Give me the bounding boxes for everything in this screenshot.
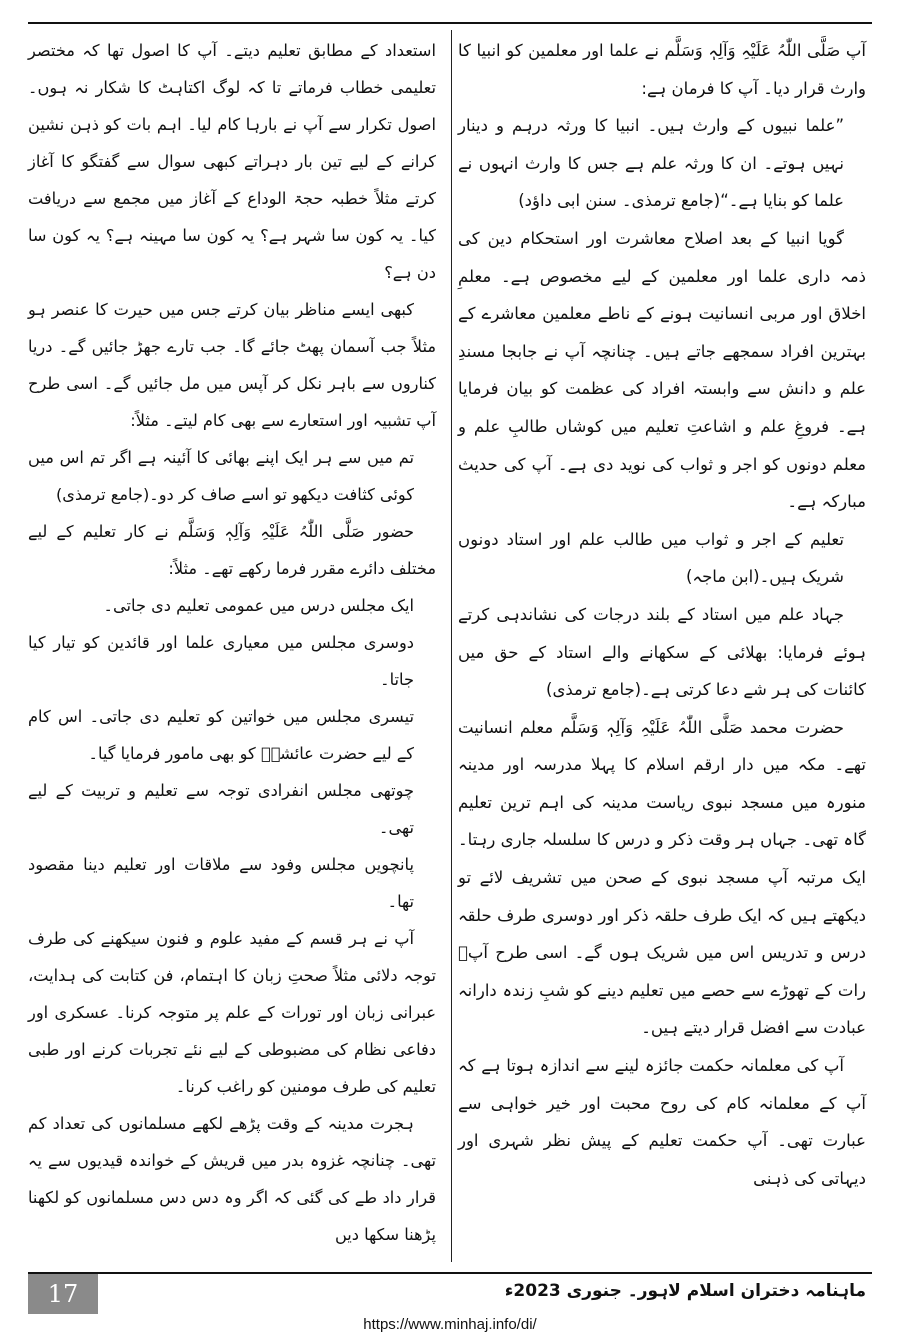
top-rule xyxy=(28,22,872,24)
paragraph: آپ کی معلمانہ حکمت جائزہ لینے سے اندازہ ہوتا ہے کہ آپ کے معلمانہ کام کی روح محبت اور خیر خواہی سے عبارت تھی۔ آپ حکمت تعلیم کے پیش نظر شہری اور دیہاتی کی ذہنی xyxy=(458,1056,866,1188)
left-text-column xyxy=(28,32,436,1253)
paragraph: تیسری مجلس میں خواتین کو تعلیم دی جاتی۔ اس کام کے لیے حضرت عائشہؓ کو بھی مامور فرمایا گیا۔ xyxy=(28,707,414,763)
bottom-rule xyxy=(28,1272,872,1274)
paragraph: تعلیم کے اجر و ثواب میں طالب علم اور استاد دونوں شریک ہیں۔(ابن ماجہ) xyxy=(458,529,844,587)
paragraph: ”علما نبیوں کے وارث ہیں۔ انبیا کا ورثہ درہم و دینار نہیں ہوتے۔ ان کا ورثہ علم ہے جس کا وارث انہوں نے علما کو بنایا ہے۔“(جامع ترمذی۔ سنن ابی داؤد) xyxy=(458,116,844,211)
source-url[interactable]: https://www.minhaj.info/di/ xyxy=(363,1316,537,1333)
paragraph: پانچویں مجلس وفود سے ملاقات اور تعلیم دینا مقصود تھا۔ xyxy=(28,855,414,911)
right-text-column xyxy=(458,32,866,1197)
page-number: 17 xyxy=(28,1274,98,1314)
paragraph: چوتھی مجلس انفرادی توجہ سے تعلیم و تربیت کے لیے تھی۔ xyxy=(28,781,414,837)
paragraph: ایک مجلس درس میں عمومی تعلیم دی جاتی۔ xyxy=(103,596,414,615)
paragraph: آپ نے ہر قسم کے مفید علوم و فنون سیکھنے کی طرف توجہ دلائی مثلاً صحتِ زبان کا اہتمام، فن کتابت کی ہدایت، عبرانی زبان اور تورات کے علم پر متوجہ کرنا۔ عسکری اور دفاعی نظام کی مضبوطی کے لیے نئے تجربات کرنے اور طبی تعلیم کی طرف مومنین کو راغب کرنا۔ xyxy=(28,929,436,1096)
paragraph: تم میں سے ہر ایک اپنے بھائی کا آئینہ ہے اگر تم اس میں کوئی کثافت دیکھو تو اسے صاف کر دو۔(جامع ترمذی) xyxy=(28,448,414,504)
paragraph: گویا انبیا کے بعد اصلاح معاشرت اور استحکام دین کی ذمہ داری علما اور معلمین کے لیے مخصوص ہے۔ معلمِ اخلاق اور مربی انسانیت ہونے کے ناطے معلمین معاشرے کے بہترین افراد سمجھے جاتے ہیں۔ چنانچہ آپ نے جابجا مسندِ علم و دانش سے وابستہ افراد کی عظمت کو بیان فرمایا ہے۔ فروغِ علم و اشاعتِ تعلیم میں کوشاں طالبِ علم و معلم دونوں کو اجر و ثواب کی نوید دی ہے۔ آپ کی حدیث مبارکہ ہے۔ xyxy=(458,228,866,512)
paragraph: آپ صَلَّی اللّٰہُ عَلَیْہِ وَآلِہٖ وَسَلَّم نے علما اور معلمین کو انبیا کا وارث قرار دیا۔ آپ کا فرمان ہے: xyxy=(458,41,866,98)
paragraph: حضور صَلَّی اللّٰہُ عَلَیْہِ وَآلِہٖ وَسَلَّم نے کار تعلیم کے لیے مختلف دائرے مقرر فرما رکھے تھے۔ مثلاً: xyxy=(28,522,436,578)
paragraph: کبھی ایسے مناظر بیان کرتے جس میں حیرت کا عنصر ہو مثلاً جب آسمان پھٹ جائے گا۔ جب تارے جھڑ جائیں گے۔ دریا کناروں سے باہر نکل کر آپس میں مل جائیں گے۔ اسی طرح آپ تشبیہ اور استعارے سے بھی کام لیتے۔ مثلاً: xyxy=(28,300,436,430)
paragraph: حضرت محمد صَلَّی اللّٰہُ عَلَیْہِ وَآلِہٖ وَسَلَّم معلم انسانیت تھے۔ مکہ میں دار ارقم اسلام کا پہلا مدرسہ اور مدینہ منورہ میں مسجد نبوی ریاست مدینہ کی اہم ترین تعلیم گاہ تھی۔ جہاں ہر وقت ذکر و درس کا سلسلہ جاری رہتا۔ ایک مرتبہ آپ مسجد نبوی کے صحن میں تشریف لائے تو دیکھتے ہیں کہ ایک طرف حلقہ ذکر اور دوسری طرف حلقہ درس و تدریس اس میں شریک ہوں گے۔ اسی طرح آپؐ رات کے تھوڑے سے حصے میں تعلیم دینے کو شبِ زندہ دارانہ عبادت سے افضل قرار دیتے ہیں۔ xyxy=(458,717,866,1038)
column-divider xyxy=(451,30,452,1262)
paragraph: جہاد علم میں استاد کے بلند درجات کی نشاندہی کرتے ہوئے فرمایا: بھلائی کے سکھانے والے استاد کے حق میں کائنات کی ہر شے دعا کرتی ہے۔(جامع ترمذی) xyxy=(458,604,866,700)
magazine-title: ماہنامہ دختران اسلام لاہور۔ جنوری 2023ء xyxy=(504,1281,866,1301)
paragraph: ہجرت مدینہ کے وقت پڑھے لکھے مسلمانوں کی تعداد کم تھی۔ چنانچہ غزوہ بدر میں قریش کے خواندہ قیدیوں سے یہ قرار داد طے کی گئی کہ اگر وہ دس دس مسلمانوں کو لکھنا پڑھنا سکھا دیں xyxy=(28,1114,436,1244)
paragraph: استعداد کے مطابق تعلیم دیتے۔ آپ کا اصول تھا کہ مختصر تعلیمی خطاب فرماتے تا کہ لوگ اکتاہٹ کا شکار نہ ہوں۔ اصول تکرار سے آپ نے بارہا کام لیا۔ اہم بات کو ذہن نشین کرانے کے لیے تین بار دہراتے کبھی سوال سے گفتگو کا آغاز کرتے مثلاً خطبہ حجۃ الوداع کے آغاز میں مجمع سے دریافت کیا۔ یہ کون سا شہر ہے؟ یہ کون سا مہینہ ہے؟ یہ کون سا دن ہے؟ xyxy=(28,41,436,282)
paragraph: دوسری مجلس میں معیاری علما اور قائدین کو تیار کیا جاتا۔ xyxy=(28,633,414,689)
